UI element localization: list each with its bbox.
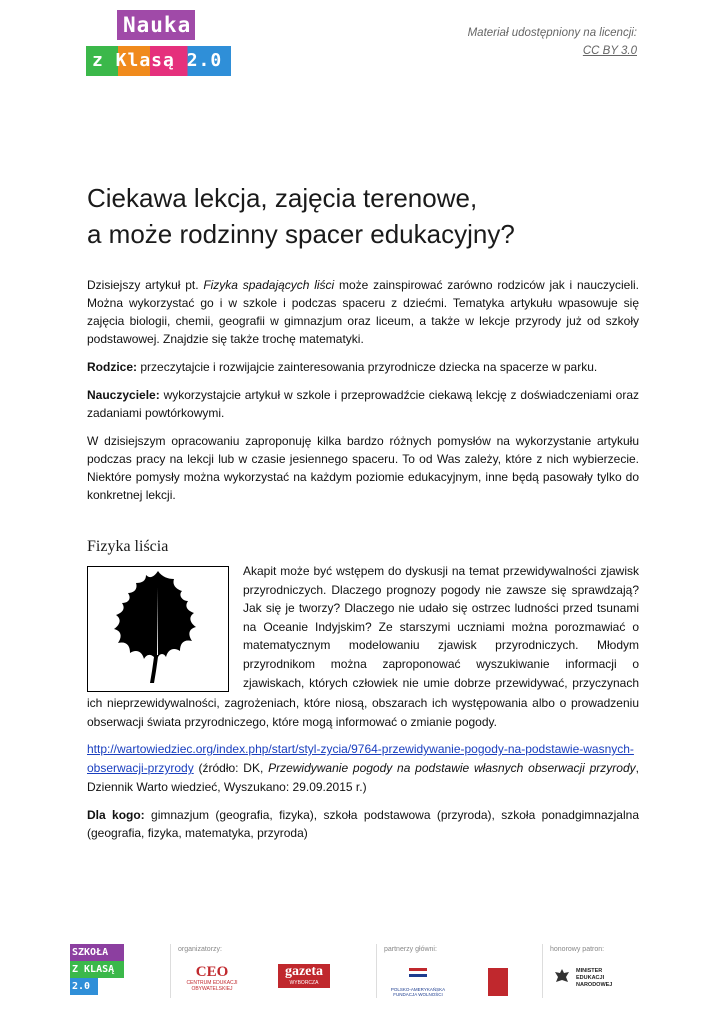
title-line-1: Ciekawa lekcja, zajęcia terenowe, [87, 183, 478, 213]
szkola-logo-line-2: Z KLASĄ [70, 961, 124, 978]
wrap-line-3: Jak się je tworzy? Dlaczego nie udało się ostrzec ludności przed tsunami [243, 601, 639, 616]
source-prefix: (źródło: DK, [193, 761, 269, 775]
source-paragraph [87, 740, 639, 797]
logo-word-nauka: Nauka [117, 10, 195, 40]
partner-red-logo [488, 968, 508, 996]
source-title: Przewidywanie pogody na podstawie własnych obserwacji przyrody [268, 761, 636, 775]
organizers-label: organizatorzy: [178, 946, 222, 953]
wrap-line-1: Akapit może być wstępem do dyskusji na temat przewidywalności zjawisk [243, 564, 639, 578]
nauka-logo [86, 10, 231, 78]
ideas-paragraph: W dzisiejszym opracowaniu zaproponuję kilka bardzo różnych pomysłów na wykorzystanie artykułu podczas pracy na lekcji lub w czasie jesiennego spaceru. To od Was zależy, które z nich wybierzecie. Niektóre pomysły można wykorzystać na każdym poziomie edukacyjnym, inne będą pasowały tylko do konkretnej lekcji. [87, 434, 639, 502]
teachers-paragraph [87, 386, 639, 422]
footer-separator [170, 944, 171, 998]
partners-label: partnerzy główni: [384, 946, 437, 953]
source-link[interactable]: http://wartowiedziec.org/index.php/start/styl-zycia/9764-przewidywanie-pogody-na-podstawie-wasnych-obserwacji-przyrody [87, 742, 634, 775]
pafw-text: POLSKO-AMERYKAŃSKA FUNDACJA WOLNOŚCI [390, 987, 446, 997]
for-whom-text: gimnazjum (geografia, fizyka), szkoła podstawowa (przyroda), szkoła ponadgimnazjalna (geografia, fizyka, matematyka, przyroda) [87, 808, 639, 840]
ceo-logo [182, 964, 242, 992]
wrap-line-4: na Oceanie Indyjskim? Ze starszymi uczniami można porozmawiać o [243, 619, 639, 634]
intro-text: Dzisiejszy artykuł pt. [87, 278, 204, 292]
license-link[interactable]: CC BY 3.0 [582, 45, 637, 57]
gazeta-subtext: WYBORCZA [289, 980, 319, 986]
wrap-line-7: zjawiskach, których człowiek nie umie dobrze przewidywać, przyczynach [243, 675, 639, 690]
source-suffix: , Dziennik Warto wiedzieć, Wyszukano: 29.09.2015 r.) [87, 761, 639, 794]
wrap-line-6: przyrodnikom można zaproponować wyszukiwanie informacji o [243, 656, 639, 671]
logo-word-z-klasa: z Klasą 2.0 [86, 46, 231, 76]
intro-paragraph [87, 276, 639, 348]
footer-logos [70, 940, 655, 1002]
szkola-logo-line-1: SZKOŁA [70, 944, 124, 961]
intro-text-rest: może zainspirować zarówno rodziców jak i nauczycieli. Można wykorzystać go i w szkole i podczas spaceru z dziećmi. Tematyka artykułu wpasowuje się zajęcia biologii, chemii, geografii w gimnazjum oraz liceum, a także w lekcje przyrody już od szkoły podstawowej. Znajdzie się także trochę matematyki. [87, 278, 639, 346]
leaf-icon [88, 567, 228, 691]
teachers-label: Nauczyciele: [87, 388, 160, 402]
footer-separator [376, 944, 377, 998]
for-whom-label: Dla kogo: [87, 808, 145, 822]
wrap-line-5: matematycznym modelowaniu zjawisk przyrodniczych. Młodym [243, 638, 639, 653]
article-title: Fizyka spadających liści [203, 278, 335, 292]
page-title [87, 180, 647, 252]
footer-separator [542, 944, 543, 998]
patron-label: honorowy patron: [550, 946, 605, 953]
section-paragraph-continued: ich nieprzewidywalności, zagrożeniach, które niosą, obszarach ich występowania albo o prowadzeniu obserwacji świata przyrodniczego, które mogą informować o zmianie pogody. [87, 696, 639, 729]
leaf-image [87, 566, 229, 692]
parents-label: Rodzice: [87, 360, 138, 374]
ceo-subtext: CENTRUM EDUKACJI OBYWATELSKIEJ [186, 980, 238, 992]
szkola-logo [70, 944, 124, 998]
license-note [468, 24, 637, 60]
ceo-text: CEO [195, 964, 229, 980]
teachers-text: wykorzystajcie artykuł w szkole i przeprowadźcie ciekawą lekcję z doświadczeniami oraz zadaniami powtórkowymi. [87, 388, 639, 420]
ministry-text: MINISTER EDUKACJI NARODOWEJ [576, 968, 613, 988]
section-heading: Fizyka liścia [87, 538, 169, 555]
title-line-2: a może rodzinny spacer edukacyjny? [87, 219, 515, 249]
wrapped-text-block [243, 562, 639, 692]
wrap-line-2: przyrodniczych. Dlaczego prognozy pogody nie zawsze się sprawdzają? [243, 582, 639, 597]
szkola-logo-line-3: 2.0 [70, 978, 98, 995]
for-whom-paragraph [87, 806, 639, 842]
pafw-star-icon [407, 964, 429, 982]
eagle-emblem-icon [554, 968, 570, 986]
pafw-logo [388, 964, 448, 997]
gazeta-logo [278, 964, 330, 988]
gazeta-text: gazeta [284, 964, 324, 979]
parents-paragraph [87, 358, 639, 376]
parents-text: przeczytajcie i rozwijajcie zainteresowania przyrodnicze dziecka na spacerze w parku. [137, 360, 598, 374]
license-text: Materiał udostępniony na licencji: [467, 27, 637, 39]
